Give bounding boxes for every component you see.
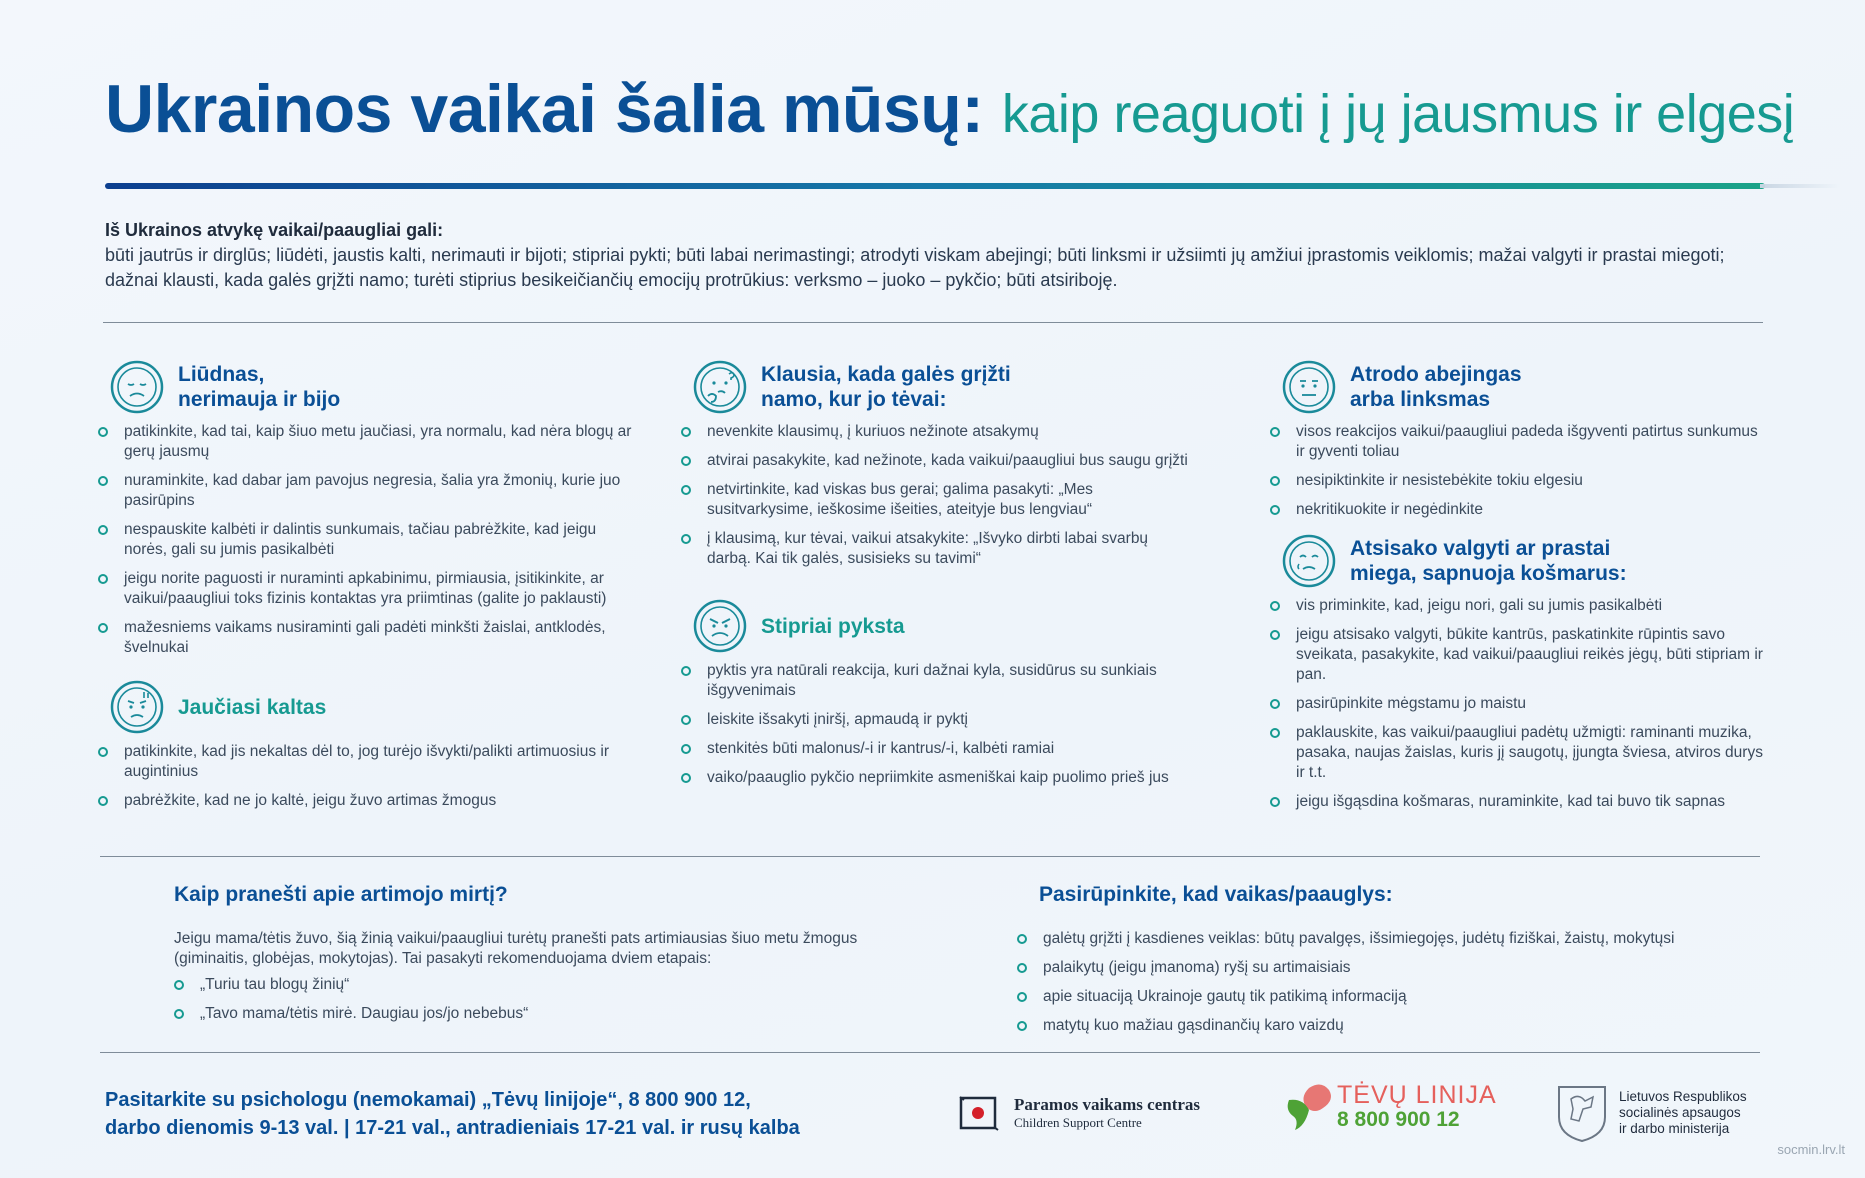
section-asks-home xyxy=(681,360,1191,569)
section-not-eating xyxy=(1270,534,1765,812)
section-guilty xyxy=(98,680,638,811)
list-item: vis priminkite, kad, jeigu nori, gali su jumis pasikalbėti xyxy=(1270,596,1765,616)
list-item: paklauskite, kas vaikui/paaugliui padėtų užmigti: raminanti muzika, pasaka, naujas žaislas, kuris jį saugotų, įjungta šviesa, atviros durys ir t.t. xyxy=(1270,723,1765,783)
page-title xyxy=(105,70,1805,148)
section-indifferent xyxy=(1270,360,1765,520)
section-death-text: Jeigu mama/tėtis žuvo, šią žinią vaikui/paaugliui turėtų pranešti pats artimiausias šiuo metu žmogus (giminaitis, globėjas, mokytojas). Tai pasakyti rekomenduojama dviem etapais: xyxy=(174,930,858,967)
list-item: vaiko/paauglio pykčio nepriimkite asmeniškai kaip puolimo prieš jus xyxy=(681,768,1191,788)
list-item: patikinkite, kad tai, kaip šiuo metu jaučiasi, yra normalu, kad nėra blogų ar gerų jausmų xyxy=(98,422,638,462)
divider-middle xyxy=(100,856,1760,857)
coat-of-arms-icon xyxy=(1555,1083,1609,1143)
list-item: palaikytų (jeigu įmanoma) ryšį su artimaisiais xyxy=(1017,958,1737,978)
section-indifferent-list xyxy=(1270,422,1765,520)
list-item: netvirtinkite, kad viskas bus gerai; galima pasakyti: „Mes susitvarkysime, ieškosime išeities, ateityje bus lengviau“ xyxy=(681,480,1191,520)
section-not-eating-title: Atsisako valgyti ar prastai miega, sapnuoja košmarus: xyxy=(1350,537,1627,585)
helpline-info xyxy=(105,1086,800,1142)
tevu-linija-logo xyxy=(1283,1080,1497,1134)
column-right xyxy=(1270,360,1765,834)
list-item: leiskite išsakyti įniršį, apmaudą ir pyktį xyxy=(681,710,1191,730)
children-support-centre-logo xyxy=(958,1093,1200,1133)
list-item: nespauskite kalbėti ir dalintis sunkumais, tačiau pabrėžkite, kad jeigu norės, gali su jumis pasikalbėti xyxy=(98,520,638,560)
divider-top xyxy=(103,322,1763,323)
tevu-linija-name: TĖVŲ LINIJA xyxy=(1337,1081,1497,1109)
list-item: nekritikuokite ir negėdinkite xyxy=(1270,500,1765,520)
neutral-face-icon xyxy=(1282,360,1336,414)
list-item: pyktis yra natūrali reakcija, kuri dažnai kyla, susidūrus su sunkiais išgyvenimais xyxy=(681,661,1191,701)
list-item: nevenkite klausimų, į kuriuos nežinote atsakymų xyxy=(681,422,1191,442)
list-item: matytų kuo mažiau gąsdinančių karo vaizdų xyxy=(1017,1016,1737,1036)
tired-face-icon xyxy=(1282,534,1336,588)
list-item: apie situaciją Ukrainoje gautų tik patikimą informaciją xyxy=(1017,987,1737,1007)
list-item: jeigu atsisako valgyti, būkite kantrūs, paskatinkite rūpintis savo sveikata, pasakykite, kad vaikui/paaugliui reikės jėgų, būti stipriam ir pan. xyxy=(1270,625,1765,685)
section-guilty-list xyxy=(98,742,638,811)
list-item: stenkitės būti malonus/-i ir kantrus/-i, kalbėti ramiai xyxy=(681,739,1191,759)
column-left xyxy=(98,360,638,833)
list-item: jeigu išgąsdina košmaras, nuraminkite, kad tai buvo tik sapnas xyxy=(1270,792,1765,812)
section-asks-home-title: Klausia, kada galės grįžti namo, kur jo tėvai: xyxy=(761,363,1011,411)
list-item: nesipiktinkite ir nesistebėkite tokiu elgesiu xyxy=(1270,471,1765,491)
section-sad-title: Liūdnas, nerimauja ir bijo xyxy=(178,363,341,411)
list-item: mažesniems vaikams nusiraminti gali padėti minkšti žaislai, antklodės, švelnukai xyxy=(98,618,638,658)
pvc-logo-icon xyxy=(958,1093,1000,1133)
list-item: nuraminkite, kad dabar jam pavojus negresia, šalia yra žmonių, kurie juo pasirūpins xyxy=(98,471,638,511)
pvc-name: Paramos vaikams centras xyxy=(1014,1095,1201,1114)
section-asks-home-list xyxy=(681,422,1191,569)
section-death-title: Kaip pranešti apie artimojo mirtį? xyxy=(174,883,508,906)
website-watermark: socmin.lrv.lt xyxy=(1777,1142,1845,1157)
page-title-light: kaip reaguoti į jų jausmus ir elgesį xyxy=(1001,84,1795,144)
list-item: „Tavo mama/tėtis mirė. Daugiau jos/jo nebebus“ xyxy=(174,1004,894,1024)
section-sad xyxy=(98,360,638,658)
list-item: atvirai pasakykite, kad nežinote, kada vaikui/paaugliui bus saugu grįžti xyxy=(681,451,1191,471)
tevu-linija-phone: 8 800 900 12 xyxy=(1337,1108,1460,1131)
section-guilty-title: Jaučiasi kaltas xyxy=(178,695,327,719)
title-divider xyxy=(105,183,1765,189)
title-divider-tail xyxy=(1760,184,1840,188)
list-item: patikinkite, kad jis nekaltas dėl to, jog turėjo išvykti/palikti artimuosius ir augintinius xyxy=(98,742,638,782)
list-item: galėtų grįžti į kasdienes veiklas: būtų pavalgęs, išsimiegojęs, judėtų fiziškai, žaistų, mokytųsi xyxy=(1017,929,1737,949)
section-death-list xyxy=(174,975,894,1024)
list-item: jeigu norite paguosti ir nuraminti apkabinimu, pirmiausia, įsitikinkite, ar vaikui/paaugliui toks fizinis kontaktas yra priimtinas (galite jo paklausti) xyxy=(98,569,638,609)
list-item: į klausimą, kur tėvai, vaikui atsakykite: „Išvyko dirbti labai svarbų darbą. Kai tik galės, susisieks su tavimi“ xyxy=(681,529,1191,569)
section-care-title: Pasirūpinkite, kad vaikas/paauglys: xyxy=(1039,883,1393,906)
angry-face-icon xyxy=(693,599,747,653)
divider-bottom xyxy=(100,1052,1760,1053)
intro-text: būti jautrūs ir dirglūs; liūdėti, jaustis kalti, nerimauti ir bijoti; stipriai pykti; būti labai nerimastingi; atrodyti viskam abejingi; būti linksmi ir užsiimti jų amžiui įprastomis veiklomis; mažai valgyti ir prastai miegoti; dažnai klausti, kada galės grįžti namo; turėti stiprius besikeičiančių emocijų protrūkius: verksmo – juoko – pykčio; būti atsiriboję. xyxy=(105,245,1725,290)
pvc-subtitle: Children Support Centre xyxy=(1014,1115,1142,1130)
column-middle xyxy=(681,360,1191,810)
list-item: pasirūpinkite mėgstamu jo maistu xyxy=(1270,694,1765,714)
intro-title: Iš Ukrainos atvykę vaikai/paaugliai gali: xyxy=(105,220,444,240)
section-sad-list xyxy=(98,422,638,658)
list-item: „Turiu tau blogų žinių“ xyxy=(174,975,894,995)
thinking-face-icon xyxy=(693,360,747,414)
tevu-linija-logo-icon xyxy=(1283,1080,1335,1134)
helpline-line-1: Pasitarkite su psichologu (nemokamai) „Tėvų linijoje“, 8 800 900 12, xyxy=(105,1089,751,1111)
ministry-logo xyxy=(1555,1083,1747,1143)
ministry-name: Lietuvos Respublikos socialinės apsaugos ir darbo ministerija xyxy=(1619,1089,1747,1136)
section-angry-title: Stipriai pyksta xyxy=(761,614,905,638)
section-death xyxy=(174,883,894,1033)
section-angry-list xyxy=(681,661,1191,788)
worried-face-icon xyxy=(110,680,164,734)
section-care xyxy=(1017,883,1737,1045)
helpline-line-2: darbo dienomis 9-13 val. | 17-21 val., antradieniais 17-21 val. ir rusų kalba xyxy=(105,1117,800,1139)
sad-face-icon xyxy=(110,360,164,414)
section-indifferent-title: Atrodo abejingas arba linksmas xyxy=(1350,363,1522,411)
section-angry xyxy=(681,599,1191,788)
list-item: pabrėžkite, kad ne jo kaltė, jeigu žuvo artimas žmogus xyxy=(98,791,638,811)
page-title-bold: Ukrainos vaikai šalia mūsų: xyxy=(105,71,984,147)
list-item: visos reakcijos vaikui/paaugliui padeda išgyventi patirtus sunkumus ir gyventi toliau xyxy=(1270,422,1765,462)
section-care-list xyxy=(1017,929,1737,1036)
section-not-eating-list xyxy=(1270,596,1765,812)
intro-block xyxy=(105,218,1765,293)
